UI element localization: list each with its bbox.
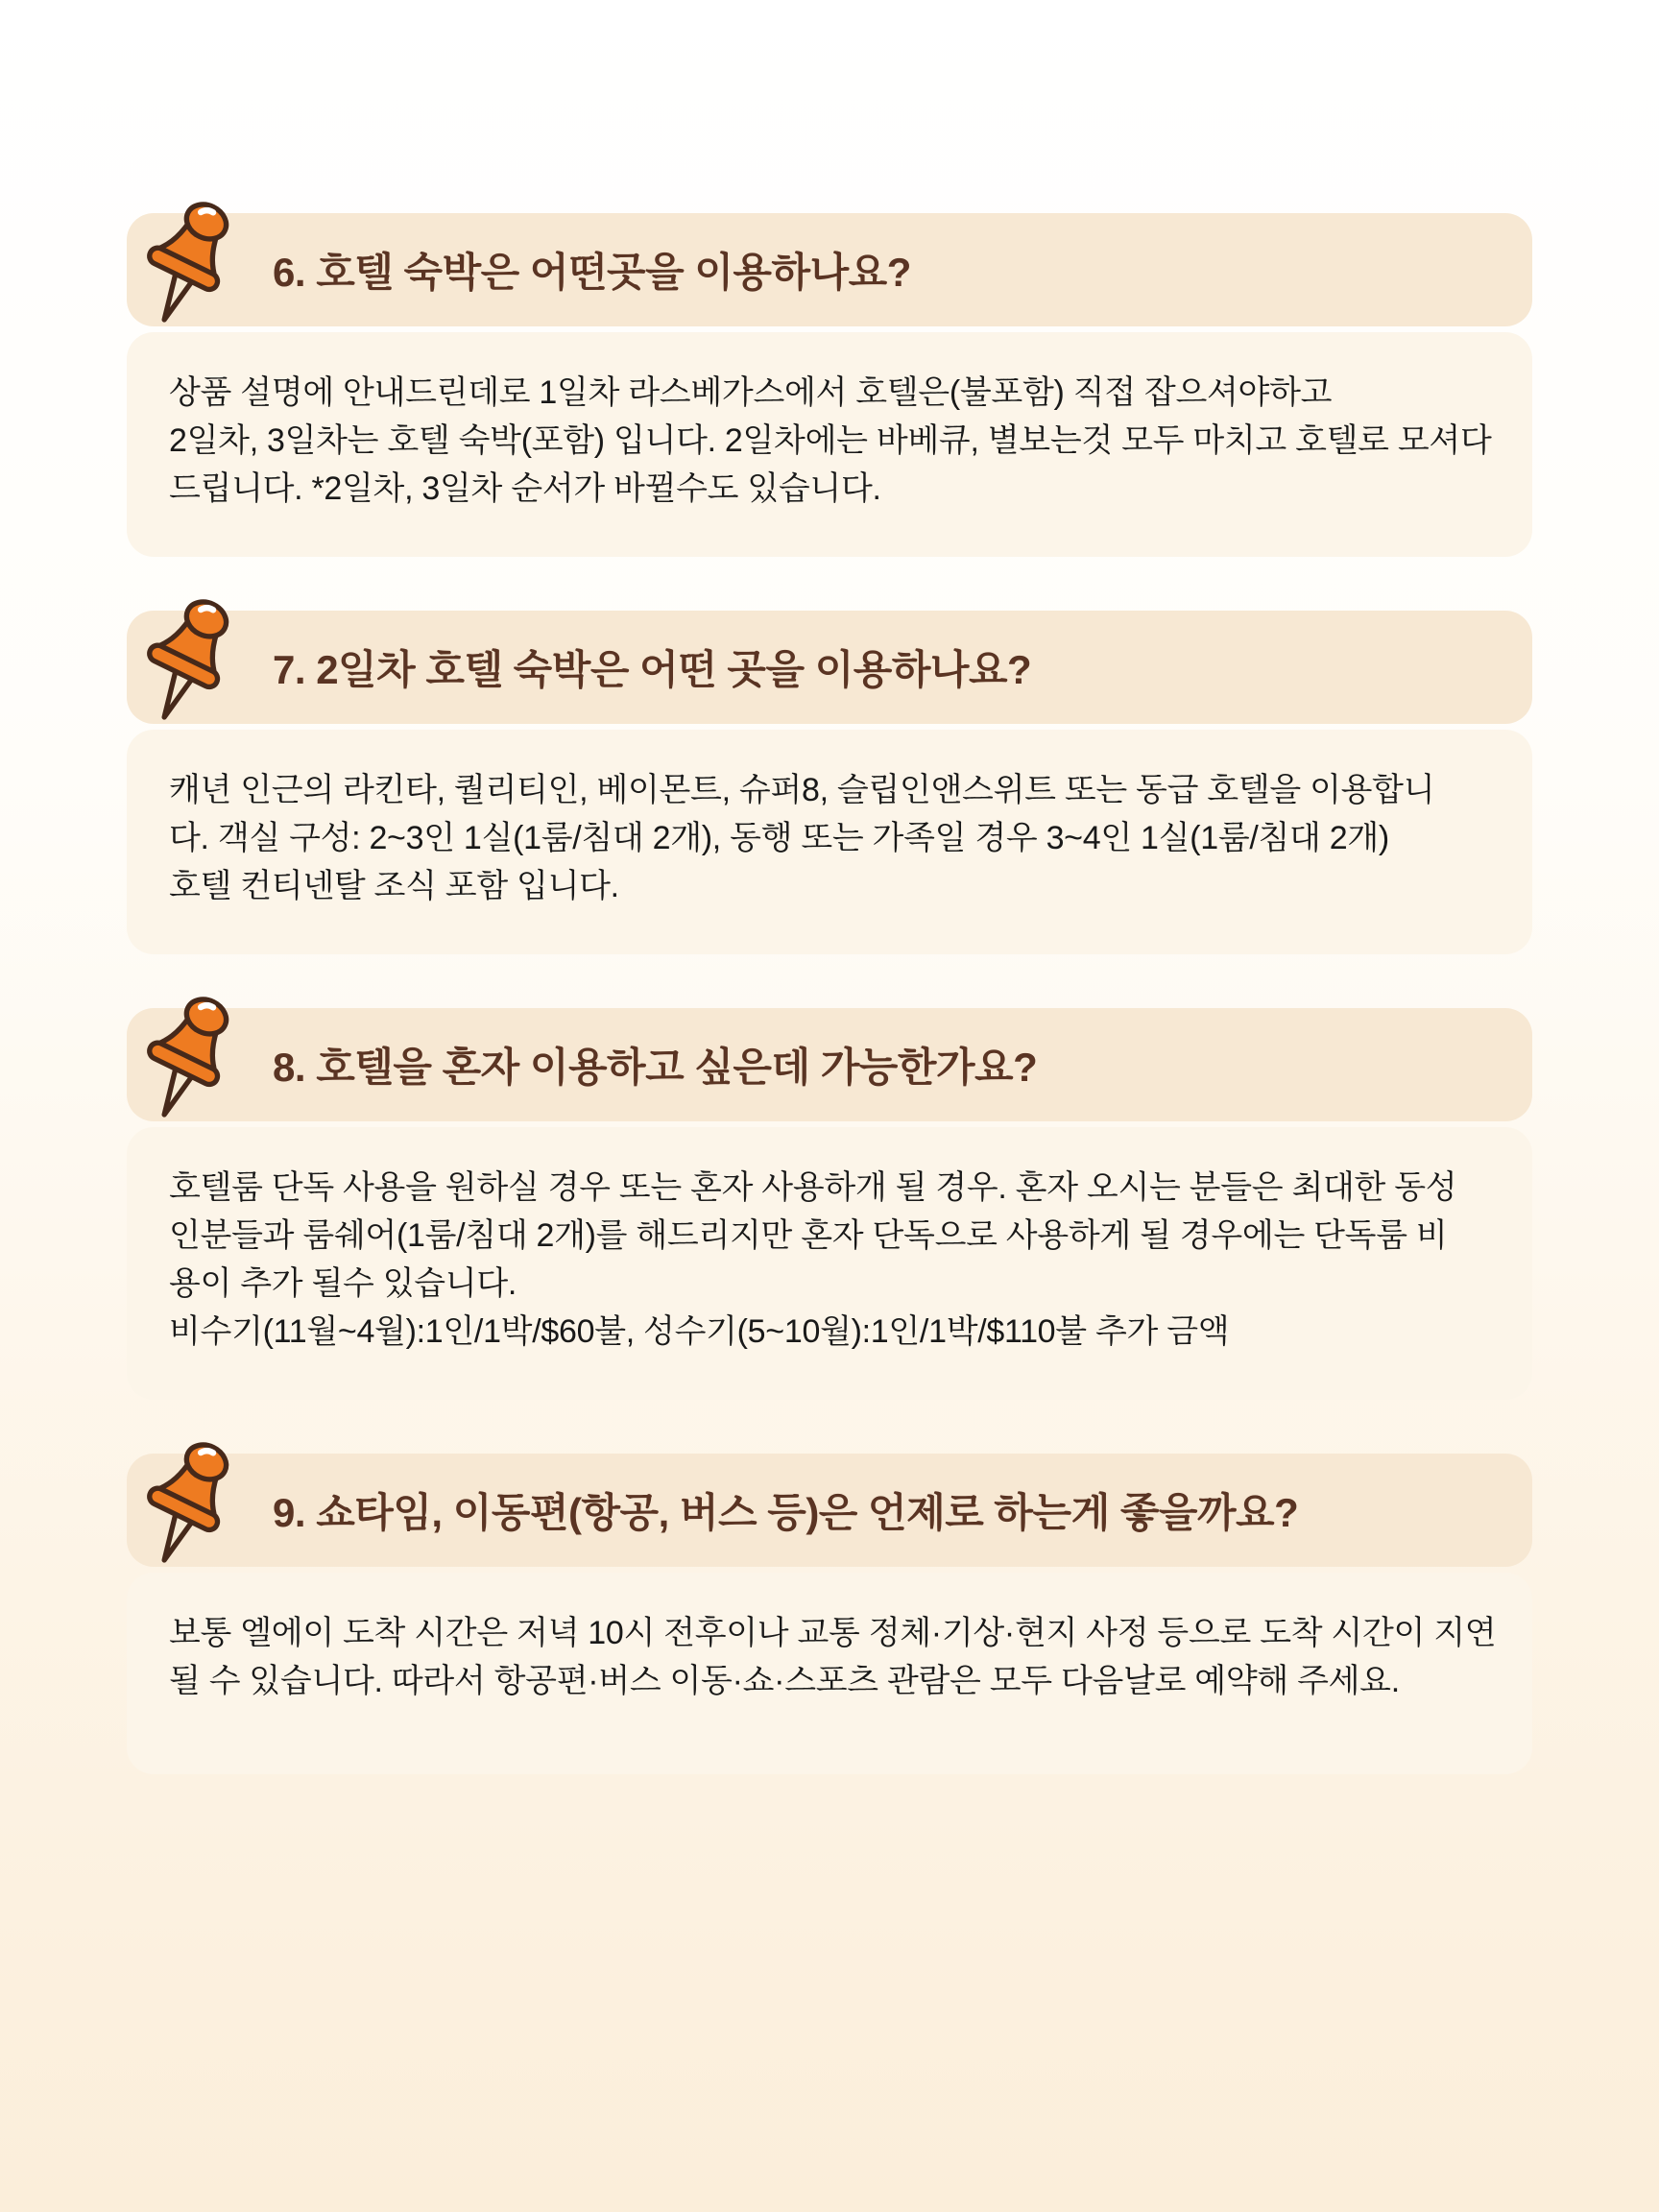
answer-line: 캐년 인근의 라킨타, 퀄리티인, 베이몬트, 슈퍼8, 슬립인앤스위트 또는 동급 호텔을 이용합니 — [169, 772, 1435, 808]
faq-section-6 — [127, 213, 1532, 557]
faq-section-9 — [127, 1454, 1532, 1774]
answer-line: 보통 엘에이 도착 시간은 저녁 10시 전후이나 교통 정체·기상·현지 사정 등으로 도착 시간이 지연 — [169, 1615, 1497, 1651]
answer-line: 호텔룸 단독 사용을 원하실 경우 또는 혼자 사용하개 될 경우. 혼자 오시는 분들은 최대한 동성 — [169, 1169, 1457, 1206]
pushpin-icon — [129, 983, 242, 1137]
answer-card — [127, 730, 1532, 954]
faq-section-7 — [127, 611, 1532, 954]
answer-line: 드립니다. *2일차, 3일차 순서가 바뀔수도 있습니다. — [169, 470, 881, 507]
question-header — [127, 1008, 1532, 1121]
answer-line: 상품 설명에 안내드린데로 1일차 라스베가스에서 호텔은(불포함) 직접 잡으셔야하고 — [169, 374, 1333, 411]
pushpin-icon-svg — [129, 188, 242, 342]
answer-line: 다. 객실 구성: 2~3인 1실(1룸/침대 2개), 동행 또는 가족일 경우 3~4인 1실(1룸/침대 2개) — [169, 820, 1389, 856]
question-header — [127, 611, 1532, 724]
answer-line: 비수기(11월~4월):1인/1박/$60불, 성수기(5~10월):1인/1박/$110불 추가 금액 — [169, 1313, 1230, 1350]
answer-line: 용이 추가 될수 있습니다. — [169, 1265, 517, 1302]
pushpin-icon-svg — [129, 983, 242, 1137]
faq-section-8 — [127, 1008, 1532, 1400]
answer-line: 될 수 있습니다. 따라서 항공편·버스 이동·쇼·스포츠 관람은 모두 다음날로 예약해 주세요. — [169, 1663, 1400, 1699]
pushpin-icon — [129, 586, 242, 739]
pushpin-icon — [129, 188, 242, 342]
question-title: 8. 호텔을 혼자 이용하고 싶은데 가능한가요? — [273, 1045, 1038, 1090]
question-title: 6. 호텔 숙박은 어떤곳을 이용하나요? — [273, 250, 911, 295]
question-title: 7. 2일차 호텔 숙박은 어떤 곳을 이용하나요? — [273, 647, 1032, 692]
question-title: 9. 쇼타임, 이동편(항공, 버스 등)은 언제로 하는게 좋을까요? — [273, 1490, 1299, 1535]
pushpin-icon-svg — [129, 1429, 242, 1582]
pushpin-icon-svg — [129, 586, 242, 739]
answer-card — [127, 1127, 1532, 1400]
question-header — [127, 1454, 1532, 1567]
answer-card — [127, 332, 1532, 557]
pushpin-icon — [129, 1429, 242, 1582]
answer-line: 2일차, 3일차는 호텔 숙박(포함) 입니다. 2일차에는 바베큐, 별보는것 모두 마치고 호텔로 모셔다 — [169, 422, 1492, 459]
answer-line: 인분들과 룸쉐어(1룸/침대 2개)를 해드리지만 혼자 단독으로 사용하게 될 경우에는 단독룸 비 — [169, 1217, 1448, 1254]
question-header — [127, 213, 1532, 326]
answer-card — [127, 1573, 1532, 1774]
answer-line: 호텔 컨티넨탈 조식 포함 입니다. — [169, 868, 619, 904]
